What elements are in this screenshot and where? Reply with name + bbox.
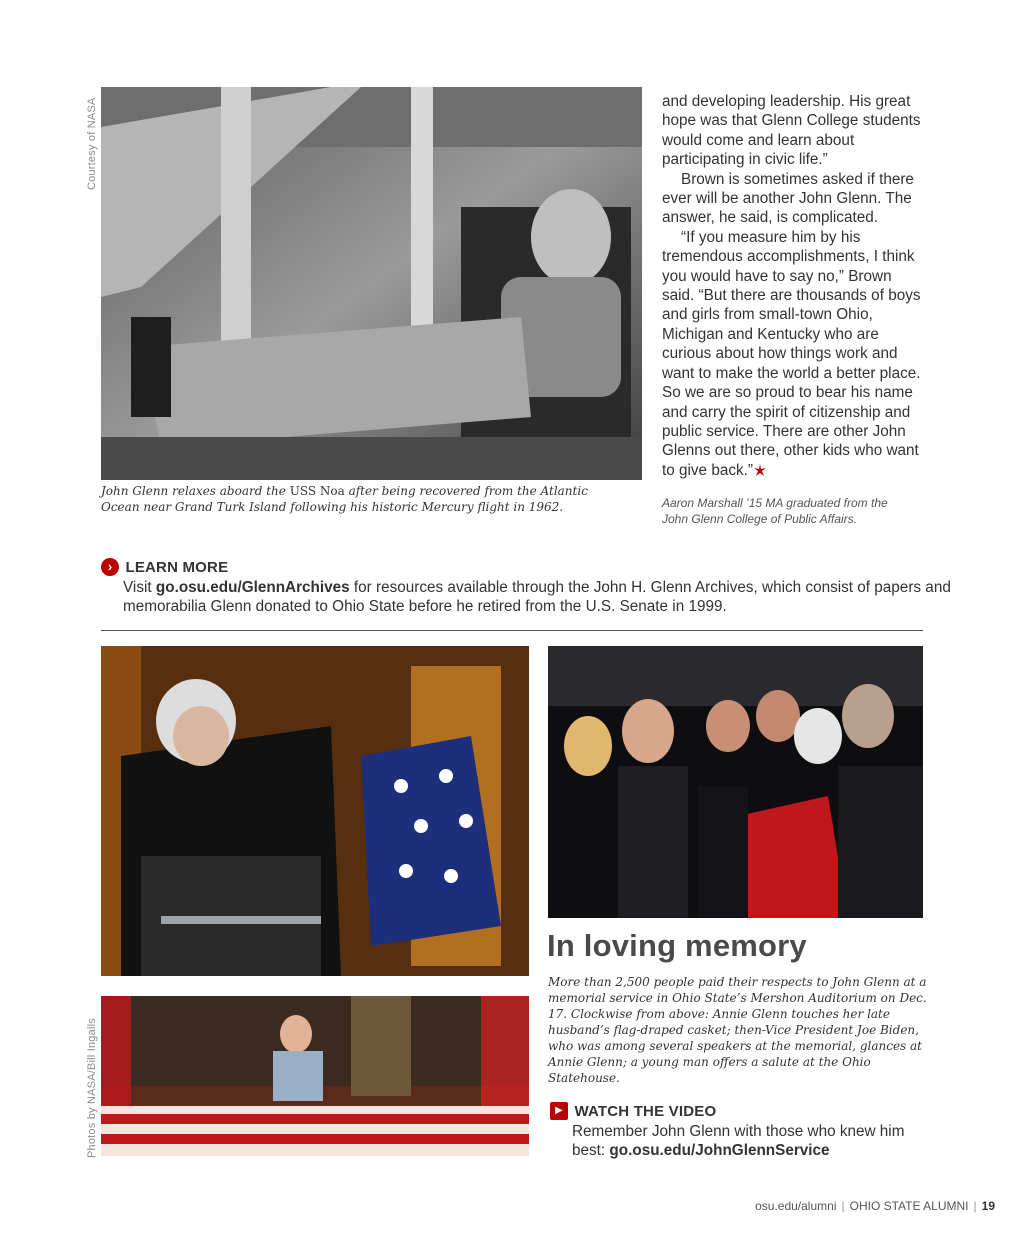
annie-glenn-casket-photo — [101, 646, 529, 976]
caption-ship-name: USS Noa — [289, 484, 345, 498]
play-icon: ▶ — [550, 1102, 568, 1120]
page-footer: osu.edu/alumni | OHIO STATE ALUMNI | 19 — [755, 1199, 995, 1213]
article-paragraph — [662, 228, 926, 480]
memorial-headline: In loving memory — [547, 928, 807, 963]
learn-more-rest: for resources available through the John H. Glenn Archives, which consist of papers and memorabilia Glenn donated to Ohio State before he retired from the U.S. Senate in 1999. — [123, 579, 951, 616]
author-bio: Aaron Marshall ’15 MA graduated from the John Glenn College of Public Affairs. — [662, 496, 888, 526]
photo-credit-ingalls: Photos by NASA/Bill Ingalls — [86, 1018, 98, 1158]
learn-more-heading-row — [101, 558, 951, 578]
page-number: 19 — [981, 1199, 995, 1213]
caption-text-a: John Glenn relaxes aboard the — [101, 484, 290, 498]
article-paragraph: Brown is sometimes asked if there ever will be another John Glenn. The answer, he said, is complicated. — [662, 170, 914, 227]
buckeye-leaf-icon — [753, 463, 767, 477]
watch-video-heading-row — [550, 1102, 930, 1122]
footer-magazine-name: OHIO STATE ALUMNI — [849, 1199, 969, 1213]
glenn-service-link[interactable]: go.osu.edu/JohnGlennService — [609, 1142, 830, 1160]
article-paragraph-text: “If you measure him by his tremendous accomplishments, I think you would have to say no,” Brown said. “But there are thousands of boys and girls from small-town Ohio, Michigan and Kentucky who are curious about how things work and want to make the world a better place. So we are so proud to bear his name and carry the spirit of citizenship and public service. There are other John Glenns out there, other kids who want to give back.” — [662, 228, 921, 479]
biden-audience-photo — [548, 646, 923, 918]
article-column — [662, 92, 926, 480]
learn-more-section — [101, 558, 951, 617]
boy-salute-photo — [101, 996, 529, 1156]
glenn-archives-link[interactable]: go.osu.edu/GlennArchives — [155, 579, 350, 596]
glenn-aboard-ship-photo — [101, 87, 642, 480]
learn-more-heading: LEARN MORE — [125, 558, 229, 576]
chevron-right-icon: › — [101, 558, 119, 576]
watch-video-section — [550, 1102, 930, 1161]
learn-more-visit: Visit — [123, 579, 156, 596]
section-divider — [101, 630, 923, 631]
caption-text-b: after being recovered from the Atlantic Ocean near Grand Turk Island following his historic Mercury flight in 1962. — [101, 484, 588, 514]
memorial-caption: More than 2,500 people paid their respects to John Glenn at a memorial service in Ohio State’s Mershon Auditorium on Dec. 17. Clockwise from above: Annie Glenn touches her late husband’s flag-draped casket; then-Vice President Joe Biden, who was among several speakers at the memorial, glances at Annie Glenn; a young man offers a salute at the Ohio Statehouse. — [548, 975, 927, 1085]
article-paragraph: and developing leadership. His great hope was that Glenn College students would come and learn about participating in civic life.” — [662, 93, 921, 169]
watch-video-heading: WATCH THE VIDEO — [574, 1102, 717, 1120]
footer-site-link[interactable]: osu.edu/alumni — [755, 1199, 837, 1213]
watch-video-body — [572, 1122, 930, 1161]
watch-video-text: Remember John Glenn with those who knew him best: — [572, 1123, 905, 1160]
top-photo-caption — [101, 483, 621, 515]
learn-more-body — [123, 578, 951, 617]
photo-credit-nasa: Courtesy of NASA — [86, 97, 98, 190]
